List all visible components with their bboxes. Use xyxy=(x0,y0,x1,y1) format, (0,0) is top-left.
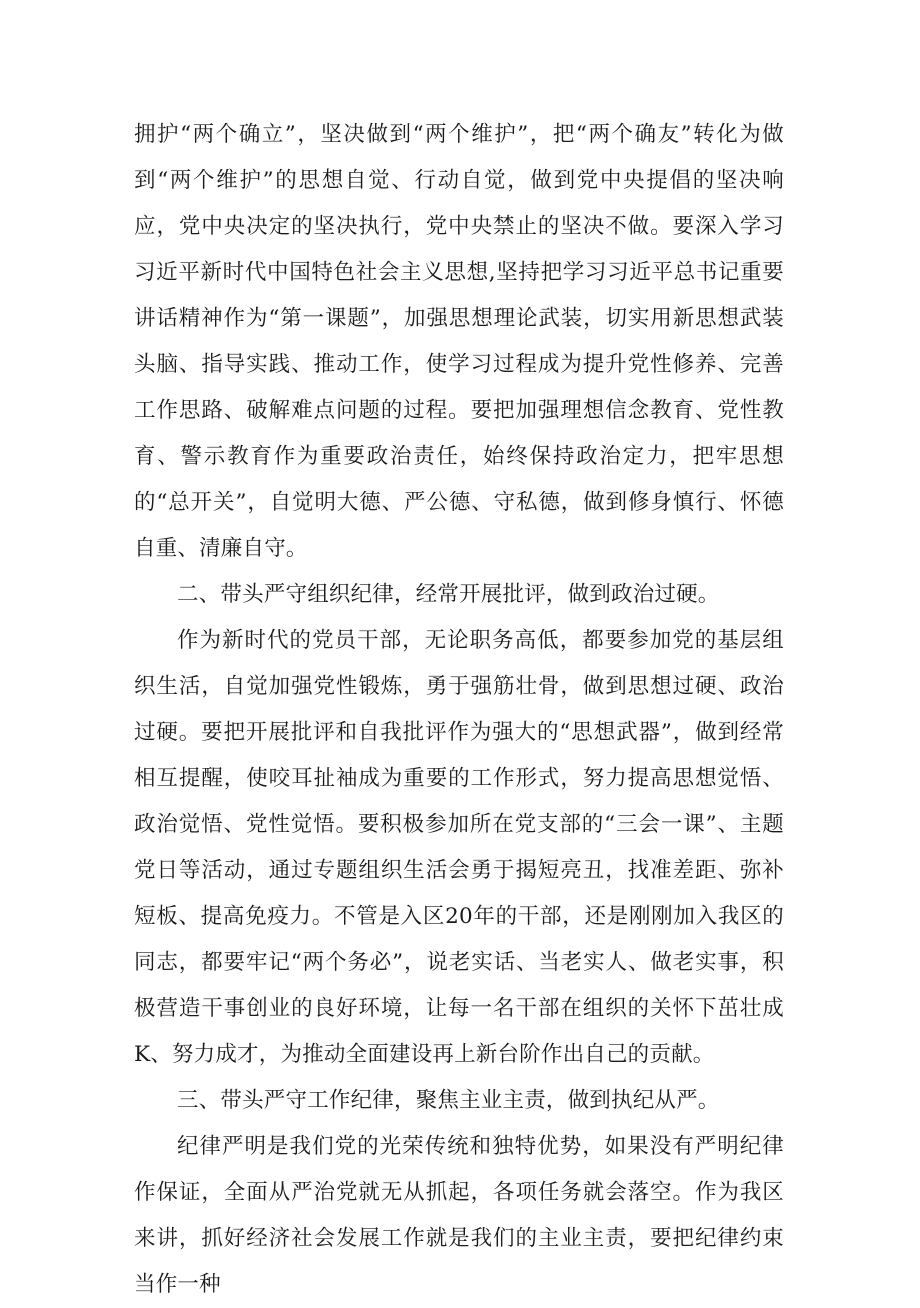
paragraph-section-3: 纪律严明是我们党的光荣传统和独特优势，如果没有严明纪律作保证，全面从严治党就无从抓起，各项任务就会落空。作为我区来讲，抓好经济社会发展工作就是我们的主业主责，要把纪律约束当作一种 xyxy=(134,1134,784,1297)
document-body xyxy=(134,112,784,1308)
section-heading-3: 三、带头严守工作纪律，聚焦主业主责，做到执纪从严。 xyxy=(177,1088,720,1113)
section-heading-2: 二、带头严守组织纪律，经常开展批评，做到政治过硬。 xyxy=(177,582,720,607)
paragraph-continuation: 拥护“两个确立”，坚决做到“两个维护”，把“两个确友”转化为做到“两个维护”的思想自觉、行动自觉，做到党中央提倡的坚决响应，党中央决定的坚决执行，党中央禁止的坚决不做。要深入学习习近平新时代中国特色社会主义思想,坚持把学习习近平总书记重要讲话精神作为“第一课题”，加强思想理论武装，切实用新思想武装头脑、指导实践、推动工作，使学习过程成为提升党性修养、完善工作思路、破解难点问题的过程。要把加强理想信念教育、党性教育、警示教育作为重要政治责任，始终保持政治定力，把牢思想的“总开关”，自觉明大德、严公德、守私德，做到修身慎行、怀德自重、清廉自守。 xyxy=(134,122,784,561)
paragraph-section-2: 作为新时代的党员干部，无论职务高低，都要参加党的基层组织生活，自觉加强党性锻炼，勇于强筋壮骨，做到思想过硬、政治过硬。要把开展批评和自我批评作为强大的“思想武器”，做到经常相互提醒，使咬耳扯袖成为重要的工作形式，努力提高思想觉悟、政治觉悟、党性觉悟。要积极参加所在党支部的“三会一课”、主题党日等活动，通过专题组织生活会勇于揭短亮丑，找准差距、弥补短板、提高免疫力。不管是入区20年的干部，还是刚刚加入我区的同志，都要牢记“两个务必”，说老实话、当老实人、做老实事，积极营造干事创业的良好环境，让每一名干部在组织的关怀下茁壮成K、努力成才，为推动全面建设再上新台阶作出自己的贡献。 xyxy=(134,628,784,1067)
